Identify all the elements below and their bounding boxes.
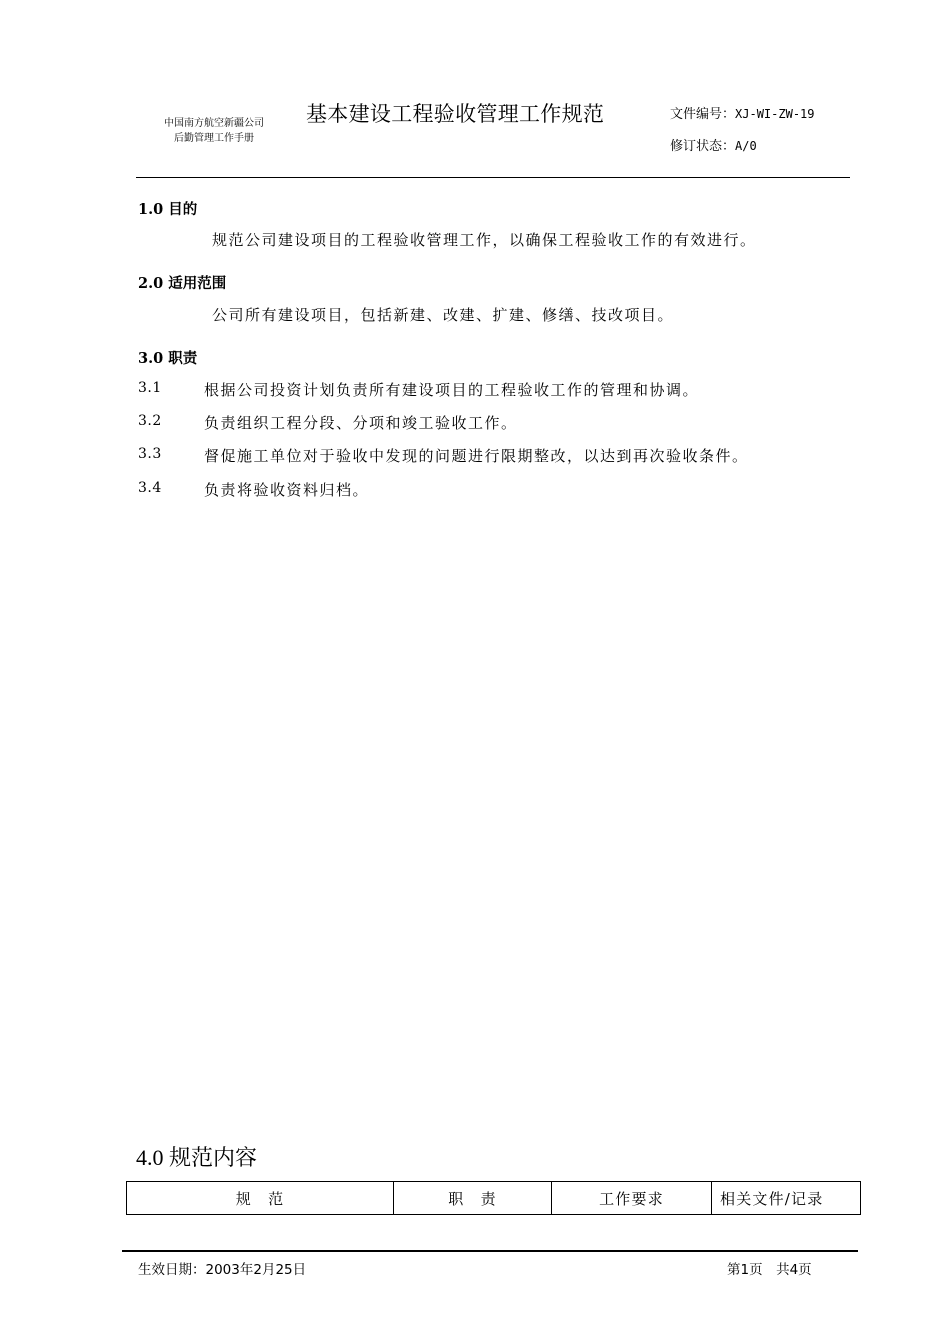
duty-text: 负责将验收资料归档。: [204, 481, 370, 499]
duty-number: 3.1: [138, 380, 162, 396]
section-heading-purpose: 1.0 目的: [138, 201, 198, 218]
document-title: 基本建设工程验收管理工作规范: [306, 102, 605, 126]
effective-date: 生效日期：2003年2月25日: [138, 1262, 307, 1278]
spec-table: [126, 1181, 861, 1215]
section-heading-scope: 2.0 适用范围: [138, 275, 227, 292]
duty-text: 督促施工单位对于验收中发现的问题进行限期整改，以达到再次验收条件。: [204, 447, 749, 465]
revision-status-label: 修订状态：: [670, 139, 736, 154]
manual-name: 后勤管理工作手册: [174, 133, 254, 144]
page-info: 第1页 共4页: [727, 1262, 812, 1278]
section-heading-content: 4.0 规范内容: [136, 1145, 258, 1170]
revision-status: [670, 135, 757, 154]
duty-number: 3.3: [138, 446, 162, 462]
section-text-purpose: 规范公司建设项目的工程验收管理工作，以确保工程验收工作的有效进行。: [212, 231, 757, 249]
table-header-spec: 规 范: [127, 1182, 394, 1215]
table-header-related-docs: 相关文件/记录: [712, 1182, 861, 1215]
duty-number: 3.4: [138, 480, 162, 496]
company-name: 中国南方航空新疆公司: [164, 118, 264, 129]
duty-text: 根据公司投资计划负责所有建设项目的工程验收工作的管理和协调。: [204, 381, 700, 399]
table-header-duty: 职 责: [394, 1182, 552, 1215]
revision-status-value: A/0: [735, 139, 757, 153]
section-text-scope: 公司所有建设项目，包括新建、改建、扩建、修缮、技改项目。: [212, 306, 675, 324]
duty-text: 负责组织工程分段、分项和竣工验收工作。: [204, 414, 518, 432]
footer-divider: [122, 1250, 858, 1252]
duty-number: 3.2: [138, 413, 162, 429]
header-divider: [136, 177, 850, 178]
table-header-requirements: 工作要求: [552, 1182, 712, 1215]
table-header-row: [127, 1182, 861, 1215]
file-number: [670, 103, 815, 122]
file-number-label: 文件编号：: [670, 107, 736, 122]
file-number-value: XJ-WI-ZW-19: [735, 107, 815, 121]
section-heading-duties: 3.0 职责: [138, 350, 198, 367]
